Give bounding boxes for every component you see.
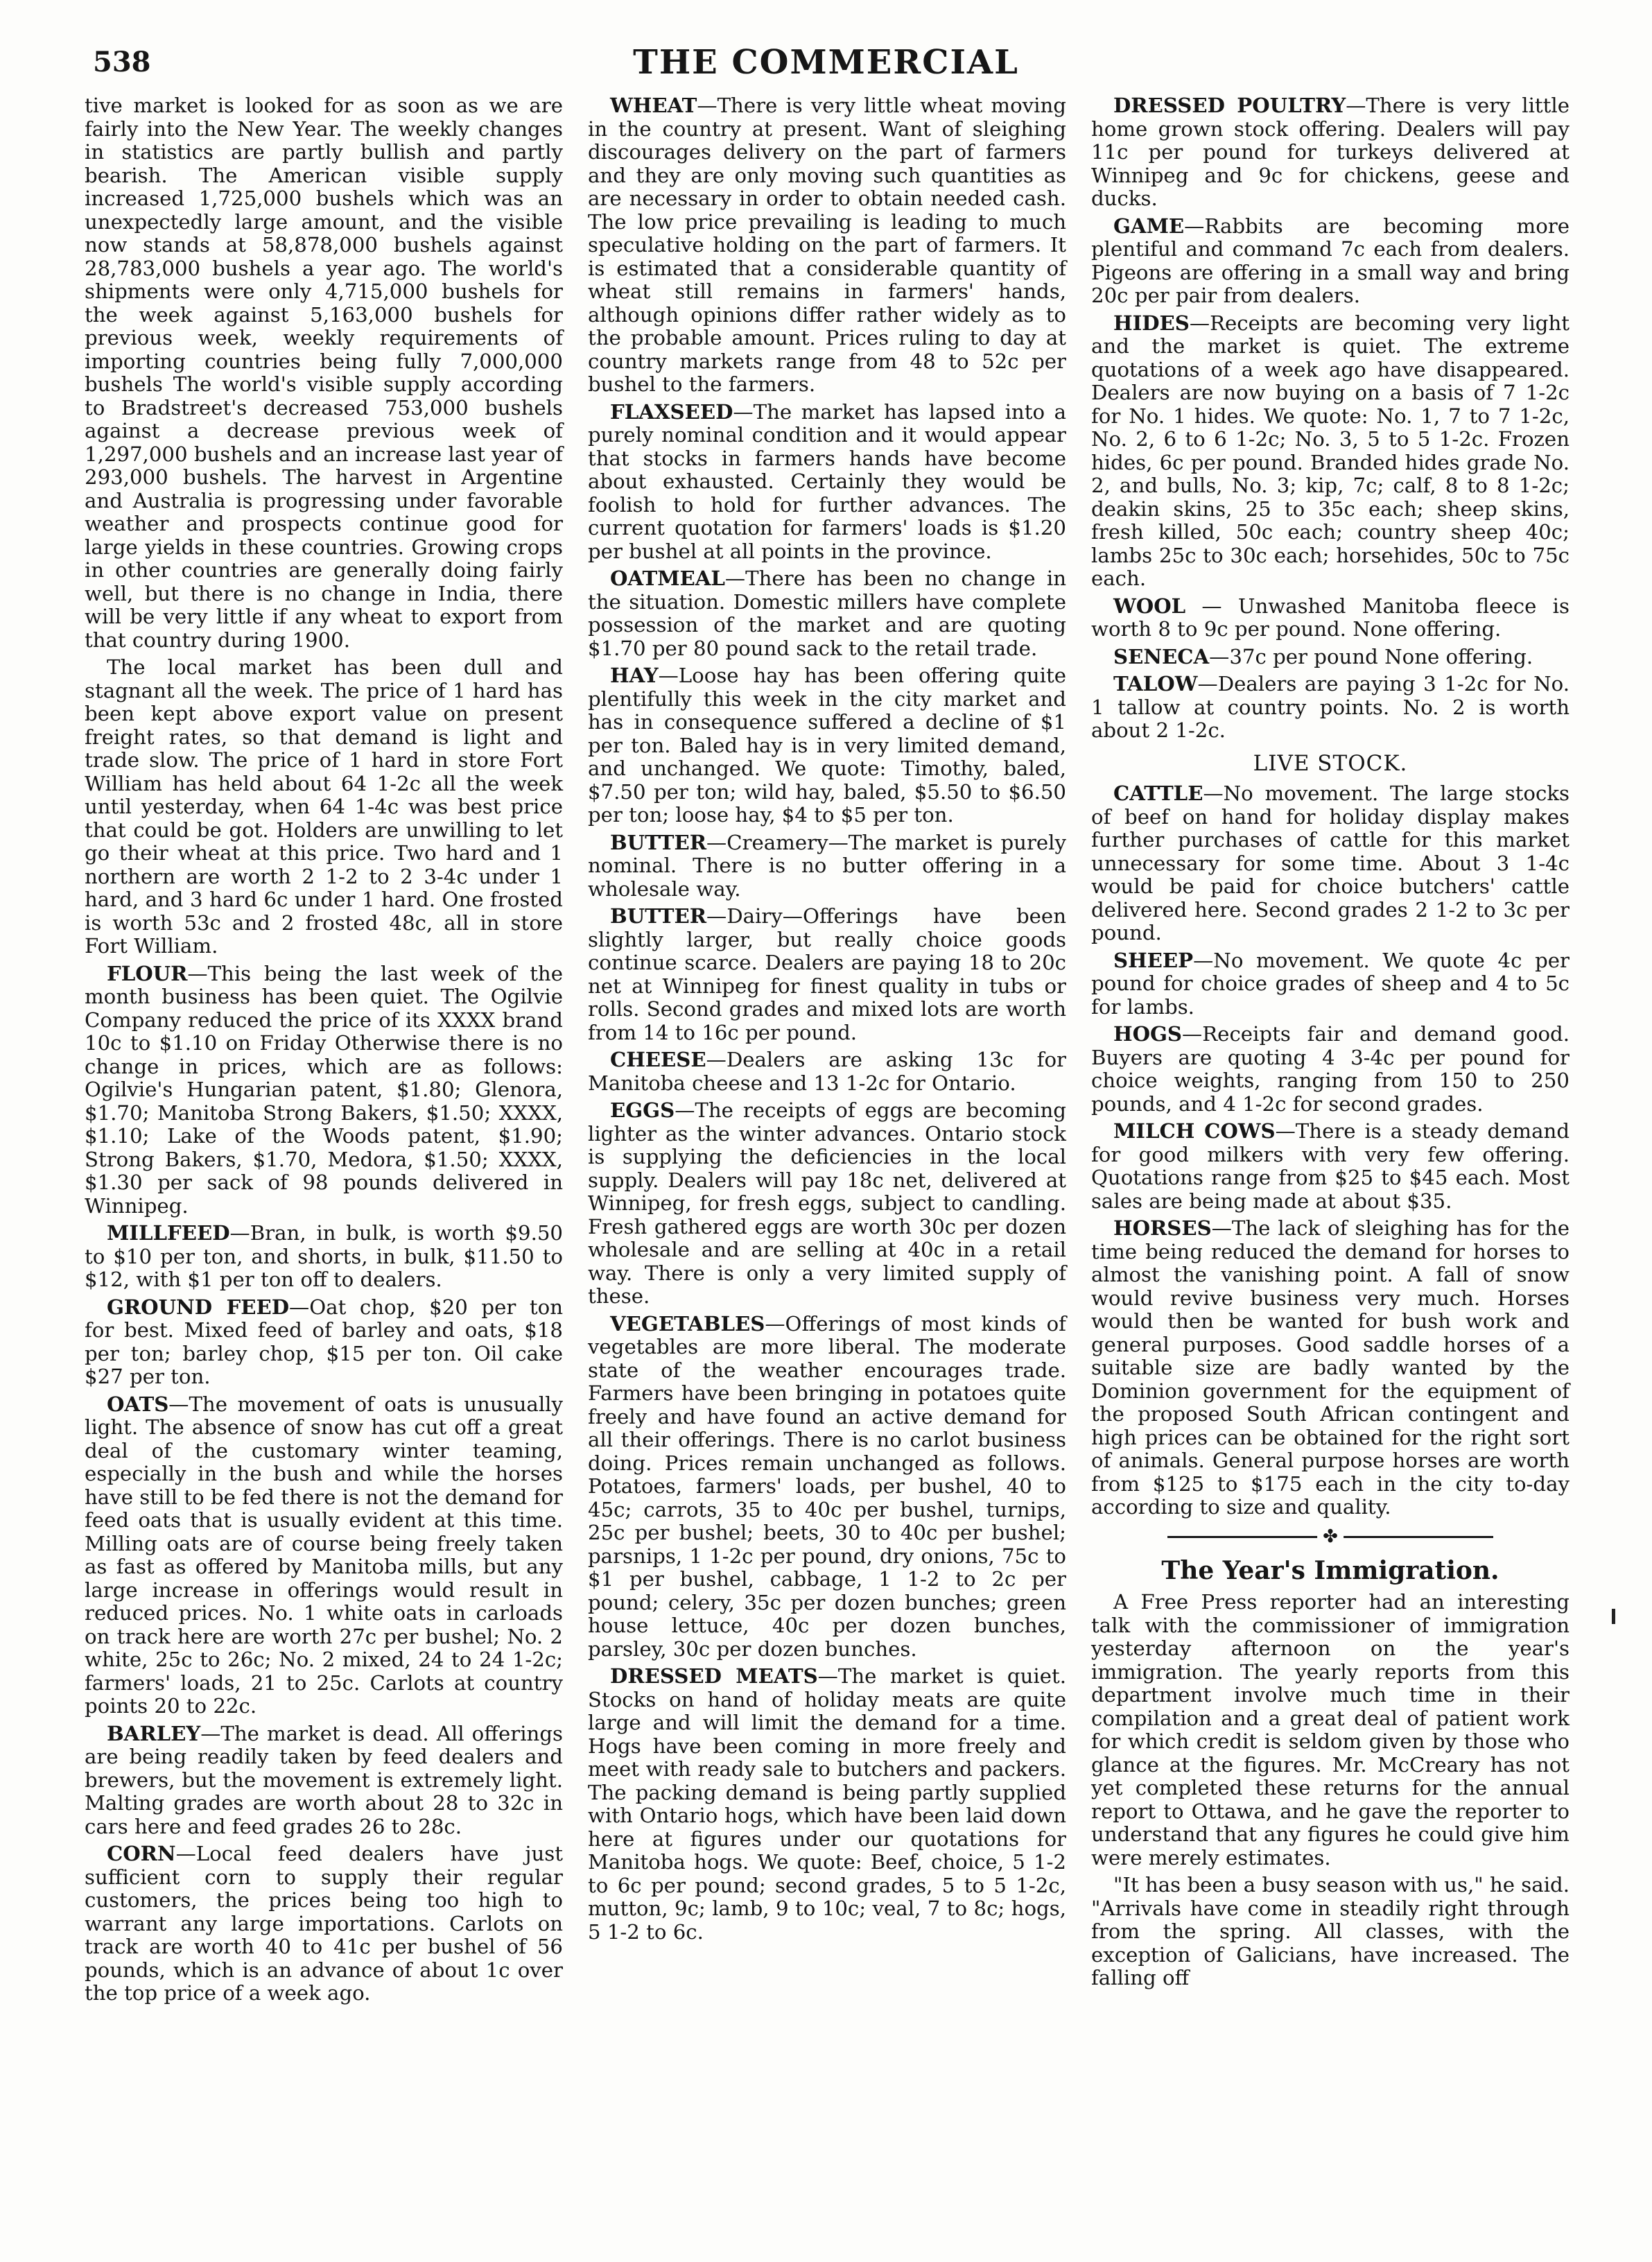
paragraph-lead: FLOUR	[107, 961, 188, 985]
paragraph-text: —This being the last week of the month business has been quiet. The Ogilvie Company reduced the price of its XXXX brand 10c to $1.10 on Friday Otherwise there is no change in prices, which are as follows: Ogilvie's Hungarian patent, $1.80; Glenora, $1.70; Manitoba Strong Bakers, $1.50; XXXX, $1.10; Lake of the Woods patent, $1.90; Strong Bakers, $1.70, Medora, $1.50; XXXX, $1.30 per sack of 98 pounds delivered in Winnipeg.	[85, 961, 563, 1218]
paragraph-text: —There is very little wheat moving in the country at present. Want of sleighing discourages delivery on the part of farmers and they are only moving such quantities as are necessary in order to obtain needed cash. The low price prevailing is leading to much speculative holding on the part of farmers. It is estimated that a considerable quantity of wheat still remains in farmers' hands, although opinions differ rather widely as to the probable amount. Prices ruling to day at country markets range from 48 to 52c per bushel to the farmers.	[588, 94, 1066, 396]
article-paragraph	[1091, 1591, 1570, 1870]
article-paragraph	[85, 94, 563, 652]
paragraph-text: —Offerings of most kinds of vegetables are more liberal. The moderate state of the weather encourages trade. Farmers have been bringing in potatoes quite freely and have found an active demand for all their offerings. There is no carlot business doing. Prices remain unchanged as follows. Potatoes, farmers' loads, per bushel, 40 to 45c; carrots, 35 to 40c per bushel, turnips, 25c per bushel; beets, 30 to 40c per bushel; parsnips, 1 1-2c per pound, dry onions, 75c to $1 per bushel, cabbage, 1 1-2 to 2c per pound; celery, 35c per dozen bunches; green house lettuce, 40c per dozen bunches, parsley, 30c per dozen bunches.	[588, 1311, 1066, 1661]
paragraph-text: —Receipts are becoming very light and the market is quiet. The extreme quotations of a week ago have disappeared. Dealers are now buying on a basis of 7 1-2c for No. 1 hides. We quote: No. 1, 7 to 7 1-2c, No. 2, 6 to 6 1-2c; No. 3, 5 to 5 1-2c. Frozen hides, 6c per pound. Branded hides grade No. 2, and bulls, No. 3; kip, 7c; calf, 8 to 8 1-2c; deakin skins, 25 to 35c each; sheep skins, fresh killed, 50c each; country sheep 40c; lambs 25c to 30c each; horsehides, 50c to 75c each.	[1091, 311, 1570, 590]
article-paragraph	[1091, 782, 1570, 945]
paragraph-lead: WHEAT	[610, 94, 697, 117]
article-heading: The Year's Immigration.	[1161, 1555, 1499, 1585]
paragraph-text: —The movement of oats is unusually light. The absence of snow has cut off a great deal of the customary winter teaming, especially in the bush and while the horses have still to be fed there is not the demand for feed oats that is usually evident at this time. Milling oats are of course being freely taken as fast as offered by Manitoba mills, but any large increase in offerings would result in reduced prices. No. 1 white oats in carloads on track here are worth 27c per bushel; No. 2 white, 25c to 26c; No. 2 mixed, 24 to 24 1-2c; farmers' loads, 21 to 25c. Carlots at country points 20 to 22c.	[85, 1392, 563, 1718]
ornament-rule	[1167, 1525, 1493, 1550]
article-paragraph	[588, 831, 1066, 901]
paragraph-lead: FLAXSEED	[610, 399, 733, 424]
paragraph-text: —Bran, in bulk, is worth $9.50 to $10 per ton, and shorts, in bulk, $11.50 to $12, with $1 per ton off to dealers.	[85, 1221, 563, 1291]
paragraph-text: —The market is dead. All offerings are being readily taken by feed dealers and brewers, but the movement is extremely light. Malting grades are worth about 28 to 32c in cars here and feed grades 26 to 28c.	[85, 1721, 563, 1838]
article-paragraph	[1091, 595, 1570, 641]
article-paragraph	[85, 1842, 563, 2005]
column-3	[1091, 94, 1570, 1994]
paragraph-lead: OATS	[107, 1392, 169, 1416]
paragraph-lead: CATTLE	[1113, 782, 1203, 805]
paragraph-text: —Oat chop, $20 per ton for best. Mixed feed of barley and oats, $18 per ton; barley chop, $15 per ton. Oil cake $27 per ton.	[85, 1295, 563, 1388]
article-paragraph	[1091, 312, 1570, 591]
paragraph-text: — Unwashed Manitoba fleece is worth 8 to 9c per pound. None offering.	[1091, 594, 1570, 641]
paragraph-text: —Rabbits are becoming more plentiful and command 7c each from dealers. Pigeons are offering in a small way and bring 20c per pair from dealers.	[1091, 214, 1570, 307]
article-paragraph	[588, 905, 1066, 1044]
paragraph-text: —The market is quiet. Stocks on hand of holiday meats are quite large and will limit the demand for a time. Hogs have been coming in more freely and meet with ready sale to butchers and packers. The packing demand is being partly supplied with Ontario hogs, which have been laid down here at figures under our quotations for Manitoba hogs. We quote: Beef, choice, 5 1-2 to 6c per pound; second grades, 5 to 5 1-2c, mutton, 9c; lamb, 9 to 10c; veal, 7 to 8c; hogs, 5 1-2 to 6c.	[588, 1664, 1066, 1944]
paragraph-text: —Creamery—The market is purely nominal. There is no butter offering in a wholesale way.	[588, 830, 1066, 901]
article-paragraph	[1091, 1874, 1570, 1990]
paragraph-text: —Local feed dealers have just sufficient corn to supply their regular customers, the prices being too high to warrant any large importations. Carlots on track are worth 40 to 41c per bushel of 56 pounds, which is an advance of about 1c over the top price of a week ago.	[85, 1842, 563, 2005]
article-paragraph	[588, 1099, 1066, 1309]
paragraph-text: tive market is looked for as soon as we are fairly into the New Year. The weekly changes in statistics are partly bullish and partly bearish. The American visible supply increased 1,725,000 bushels which was an unexpectedly large amount, and the visible now stands at 58,878,000 bushels against 28,783,000 bushels a year ago. The world's shipments were only 4,715,000 bushels for the week against 5,163,000 bushels for previous week, weekly requirements of importing countries being fully 7,000,000 bushels The world's visible supply according to Bradstreet's decreased 753,000 bushels against a decrease previous week of 1,297,000 bushels and an increase last year of 293,000 bushels. The harvest in Argentine and Australia is progressing under favorable weather and prospects continue good for large yields in these countries. Growing crops in other countries are generally doing fairly well, but there is no change in India, there will be very little if any wheat to export from that country during 1900.	[85, 94, 563, 652]
article-paragraph	[1091, 646, 1570, 669]
paragraph-lead: BUTTER	[610, 830, 707, 854]
article-paragraph	[588, 401, 1066, 564]
article-paragraph	[85, 656, 563, 958]
article-paragraph	[588, 664, 1066, 827]
article-paragraph	[1091, 949, 1570, 1019]
article-paragraph	[1091, 94, 1570, 211]
paragraph-lead: WOOL	[1113, 594, 1186, 618]
margin-mark	[1612, 1609, 1615, 1624]
article-paragraph	[1091, 1120, 1570, 1213]
article-paragraph	[85, 962, 563, 1218]
paragraph-lead: VEGETABLES	[610, 1311, 765, 1336]
paragraph-text: —Dealers are asking 13c for Manitoba cheese and 13 1-2c for Ontario.	[588, 1048, 1066, 1095]
article-paragraph	[588, 94, 1066, 397]
paragraph-lead: SHEEP	[1113, 948, 1194, 972]
paragraph-lead: EGGS	[610, 1098, 675, 1122]
paragraph-text: —There is a steady demand for good milkers with very few offering. Quotations range from $25 to $45 each. Most sales are being made at about $35.	[1091, 1119, 1570, 1213]
paragraph-text: "It has been a busy season with us," he said. "Arrivals have come in steadily right through from the spring. All classes, with the exception of Galicians, have increased. The falling off	[1091, 1873, 1570, 1989]
article-paragraph	[588, 567, 1066, 660]
paragraph-lead: HOGS	[1113, 1022, 1183, 1046]
running-head	[0, 43, 1652, 94]
paragraph-text: —There is very little home grown stock offering. Dealers will pay 11c per pound for turkeys delivered at Winnipeg and 9c for chickens, geese and ducks.	[1091, 94, 1570, 210]
ornament-glyph: ✤	[1317, 1525, 1344, 1548]
paragraph-lead: HIDES	[1113, 311, 1190, 335]
paragraph-text: —Dairy—Offerings have been slightly larger, but really choice goods continue scarce. Dealers are paying 18 to 20c net at Winnipeg for finest quality in tubs or rolls. Second grades and mixed lots are worth from 14 to 16c per pound.	[588, 904, 1066, 1044]
paragraph-lead: HAY	[610, 664, 659, 687]
paragraph-text: The local market has been dull and stagnant all the week. The price of 1 hard has been kept above export value on present freight rates, so that demand is light and trade slow. The price of 1 hard in store Fort William has held about 64 1-2c all the week until yesterday, when 64 1-4c was best price that could be got. Holders are unwilling to let go their wheat at this price. Two hard and 1 northern are worth 2 1-2 to 2 3-4c under 1 hard, and 3 hard 6c under 1 hard. One frosted is worth 53c and 2 frosted 48c, all in store Fort William.	[85, 655, 563, 958]
article-paragraph	[1091, 1023, 1570, 1116]
paragraph-text: —There has been no change in the situation. Domestic millers have complete possession of the market and are quoting $1.70 per 80 pound sack to the retail trade.	[588, 567, 1066, 660]
paragraph-lead: BUTTER	[610, 904, 707, 928]
article-paragraph	[588, 1313, 1066, 1661]
paragraph-text: —The lack of sleighing has for the time being reduced the demand for horses to almost the vanishing point. A fall of snow would revive business very much. Horses would then be wanted for bush work and general purposes. Good saddle horses of a suitable size are badly wanted by the Dominion government for the equipment of the proposed South African contingent and high prices can be obtained for the right sort of animals. General purpose horses are worth from $125 to $175 each in the city to-day according to size and quality.	[1091, 1216, 1570, 1519]
paragraph-lead: OATMEAL	[610, 567, 725, 590]
paragraph-lead: TALOW	[1113, 672, 1198, 696]
paragraph-lead: MILLFEED	[107, 1221, 230, 1245]
paragraph-lead: SENECA	[1113, 644, 1210, 668]
paragraph-lead: HORSES	[1113, 1216, 1212, 1240]
article-paragraph	[85, 1723, 563, 1839]
paragraph-text: A Free Press reporter had an interesting talk with the commissioner of immigration yesterday afternoon on the year's immigration. The yearly reports from this department involve much time in their compilation and a great deal of patient work for which credit is seldom given by those who glance at the figures. Mr. McCreary has not yet completed these returns for the annual report to Ottawa, and he gave the reporter to understand that any figures he could give him were merely estimates.	[1091, 1590, 1570, 1870]
column-2	[588, 94, 1066, 1948]
column-1	[85, 94, 563, 2010]
article-paragraph	[85, 1393, 563, 1718]
article-paragraph	[1091, 673, 1570, 743]
paragraph-lead: BARLEY	[107, 1721, 201, 1745]
section-heading: LIVE STOCK.	[1253, 750, 1408, 776]
paragraph-text: —Loose hay has been offering quite plentifully this week in the city market and has in consequence suffered a decline of $1 per ton. Baled hay is in very limited demand, and unchanged. We quote: Timothy, baled, $7.50 per ton; wild hay, baled, $5.50 to $6.50 per ton; loose hay, $4 to $5 per ton.	[588, 664, 1066, 827]
journal-title: THE COMMERCIAL	[633, 43, 1019, 82]
paragraph-lead: DRESSED POULTRY	[1113, 94, 1346, 117]
paragraph-text: —Receipts fair and demand good. Buyers are quoting 4 3-4c per pound for choice weights, ranging from 150 to 250 pounds, and 4 1-2c for second grades.	[1091, 1022, 1570, 1116]
paragraph-text: —Dealers are paying 3 1-2c for No. 1 tallow at country points. No. 2 is worth about 2 1-2c.	[1091, 672, 1570, 742]
paragraph-lead: CORN	[107, 1842, 176, 1865]
page-number: 538	[93, 46, 151, 78]
article-paragraph	[1091, 1217, 1570, 1519]
paragraph-lead: MILCH COWS	[1113, 1119, 1276, 1143]
article-paragraph	[85, 1222, 563, 1292]
paragraph-text: —No movement. We quote 4c per pound for choice grades of sheep and 4 to 5c for lambs.	[1091, 948, 1570, 1019]
paragraph-text: —37c per pound None offering.	[1209, 644, 1533, 668]
article-paragraph	[1091, 215, 1570, 308]
paragraph-lead: DRESSED MEATS	[610, 1664, 818, 1688]
article-paragraph	[588, 1665, 1066, 1944]
paragraph-lead: CHEESE	[610, 1048, 706, 1071]
article-paragraph	[85, 1296, 563, 1389]
paragraph-text: —The market has lapsed into a purely nominal condition and it would appear that stocks in farmers hands have become about exhausted. Certainly they would be foolish to hold for further advances. The current quotation for farmers' loads is $1.20 per bushel at all points in the province.	[588, 399, 1066, 563]
paragraph-lead: GROUND FEED	[107, 1295, 290, 1319]
paragraph-lead: GAME	[1113, 214, 1185, 238]
paragraph-text: —No movement. The large stocks of beef on hand for holiday display makes further purchases of cattle for this market unnecessary for some time. About 3 1-4c would be paid for choice butchers' cattle delivered here. Second grades 2 1-2 to 3c per pound.	[1091, 782, 1570, 944]
article-paragraph	[588, 1048, 1066, 1095]
paragraph-text: —The receipts of eggs are becoming lighter as the winter advances. Ontario stock is supplying the deficiencies in the local supply. Dealers will pay 18c net, delivered at Winnipeg, for fresh eggs, subject to candling. Fresh gathered eggs are worth 30c per dozen wholesale and are selling at 40c in a retail way. There is only a very limited supply of these.	[588, 1098, 1066, 1308]
